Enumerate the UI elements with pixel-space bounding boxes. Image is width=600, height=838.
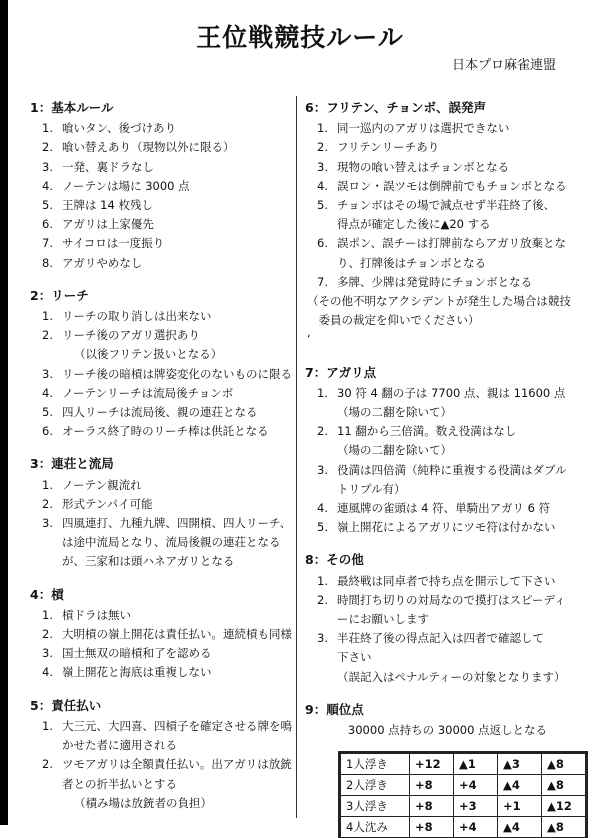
rule-text: 嶺上開花によるアガリにツモ符は付かない [337, 520, 556, 535]
rank-label-cell: 2人浮き [341, 775, 410, 796]
rule-text-line: 委員の裁定を仰いでください） [307, 313, 480, 328]
rank-value-cell: +1 [498, 796, 542, 817]
rule-item [30, 606, 292, 625]
rule-number: 4. [317, 178, 328, 193]
rule-text: リーチの取り消しは出来ない [62, 309, 212, 324]
rule-number: 6. [317, 236, 328, 251]
rule-text: ノーテンは場に 3000 点 [62, 178, 190, 193]
rule-text: 喰い替えあり（現物以外に限る） [62, 140, 235, 155]
rule-number: 7. [42, 236, 53, 251]
rule-text-line: トリプル有） [337, 481, 406, 496]
rule-number: 3. [317, 631, 328, 646]
rule-text-line: ーにお願いします [337, 612, 429, 627]
section-title: 5：責任払い [30, 697, 102, 713]
rule-number: 2. [42, 140, 53, 155]
rule-section [30, 585, 292, 683]
rule-item [30, 514, 292, 533]
rule-number: 1. [317, 573, 328, 588]
rule-text-line: （積み場は放銃者の負担） [74, 795, 212, 810]
rank-points-table [340, 753, 586, 838]
rule-text: 同一巡内のアガリは選択できない [337, 121, 510, 136]
rule-text-line: かせた者に適用される [62, 738, 177, 753]
rule-section [305, 98, 590, 350]
rank-label-cell: 3人浮き [341, 796, 410, 817]
rule-number: 1. [42, 477, 53, 492]
rule-text: 最終戦は同卓者で持ち点を開示して下さい [337, 573, 556, 588]
rule-text: 役満は四倍満（純粋に重複する役満はダブル [337, 462, 567, 477]
table-row [341, 775, 586, 796]
rule-item [30, 158, 292, 177]
right-sections [305, 98, 590, 740]
rule-number: 7. [317, 274, 328, 289]
rule-text: アガリやめなし [62, 255, 143, 270]
rule-number: 4. [42, 665, 53, 680]
rule-text-line: 30000 点持ちの 30000 点返しとなる [347, 723, 548, 738]
rule-item [30, 495, 292, 514]
rule-number: 3. [42, 646, 53, 661]
rule-item [30, 717, 292, 736]
rule-text: アガリは上家優先 [62, 217, 154, 232]
rule-item [305, 234, 590, 253]
rule-section [305, 700, 590, 740]
column-divider [296, 96, 297, 818]
rule-number: 3. [317, 159, 328, 174]
rule-text: 連風牌の雀頭は 4 符、単騎出アガリ 6 符 [337, 501, 551, 516]
rule-text: 多牌、少牌は発覚時にチョンボとなる [337, 274, 533, 289]
rule-number: 1. [42, 121, 53, 136]
rule-number: 1. [42, 718, 53, 733]
rule-item [305, 196, 590, 215]
section-title: 7：アガリ点 [305, 364, 377, 380]
rule-item [30, 365, 292, 384]
rule-text: 王牌は 14 枚残し [62, 198, 153, 213]
rule-text-line: （以後フリテン扱いとなる） [74, 347, 223, 362]
rule-text: 半荘終了後の得点記入は四者で確認して [337, 631, 544, 646]
left-column [30, 98, 292, 826]
table-row [341, 817, 586, 838]
rule-number: 3. [42, 366, 53, 381]
rule-number: 3. [317, 462, 328, 477]
rule-text: 11 翻から三倍満。数え役満はなし [337, 424, 517, 439]
rule-number: 5. [317, 198, 328, 213]
rank-value-cell: +12 [410, 754, 454, 775]
rule-item [30, 234, 292, 253]
rule-number: 2. [317, 140, 328, 155]
rule-item [30, 196, 292, 215]
rule-number: 6. [42, 424, 53, 439]
rule-text: 現物の喰い替えはチョンボとなる [337, 159, 510, 174]
rule-item [30, 755, 292, 774]
rule-text: オーラス終了時のリーチ棒は供託となる [62, 424, 269, 439]
rule-number: 5. [42, 405, 53, 420]
rule-item [305, 177, 590, 196]
rule-number: 4. [42, 385, 53, 400]
rule-text-line: は途中流局となり、流局後親の連荘となる [62, 535, 281, 550]
rule-section [30, 454, 292, 571]
organization-name: 日本プロ麻雀連盟 [451, 58, 556, 73]
rule-text-line: り、打牌後はチョンボとなる [337, 255, 487, 270]
rule-text-line: が、三家和は頭ハネアガリとなる [62, 554, 235, 569]
rule-item [30, 215, 292, 234]
section-title: 9：順位点 [305, 701, 364, 717]
section-title: 1：基本ルール [30, 100, 114, 115]
rule-text: 一発、裏ドラなし [62, 159, 154, 174]
rule-item [30, 663, 292, 682]
rule-text: チョンボはその場で減点せず半荘終了後、 [337, 198, 556, 213]
rule-text-line: 下さい [337, 650, 372, 665]
rule-number: 6. [42, 217, 53, 232]
rank-value-cell: ▲3 [498, 754, 542, 775]
rule-item [30, 476, 292, 495]
rule-number: 5. [317, 520, 328, 535]
rule-text: リーチ後のアガリ選択あり [62, 328, 200, 343]
rule-item [30, 625, 292, 644]
rule-number: 2. [42, 757, 53, 772]
rule-number: 2. [317, 424, 328, 439]
rule-item [305, 384, 590, 403]
rule-item [30, 422, 292, 441]
rule-text-line: 得点が確定した後に▲20 する [337, 217, 491, 232]
section-title: 6：フリテン、チョンボ、誤発声 [305, 100, 486, 115]
rule-text: 誤ロン・誤ツモは倒牌前でもチョンボとなる [337, 178, 567, 193]
section-title: 8：その他 [305, 552, 364, 568]
rule-text: 嶺上開花と海底は重複しない [62, 665, 212, 680]
rule-text-line: （場の二翻を除いて） [337, 443, 452, 458]
rank-value-cell: +8 [410, 796, 454, 817]
rank-label-cell: 4人沈み [341, 817, 410, 838]
section-title: 3：連荘と流局 [30, 456, 114, 472]
rank-value-cell: ▲1 [454, 754, 498, 775]
rule-text: 30 符 4 翻の子は 7700 点、親は 11600 点 [337, 385, 566, 400]
rule-number: 2. [42, 496, 53, 511]
rule-text: 喰いタン、後づけあり [62, 121, 177, 136]
rule-item [305, 572, 590, 591]
rule-number: 8. [42, 255, 53, 270]
rule-text: 形式テンパイ可能 [62, 496, 153, 511]
rule-item [305, 629, 590, 648]
rule-number: 1. [317, 121, 328, 136]
rule-text: 大三元、大四喜、四槓子を確定させる牌を鳴 [62, 718, 292, 733]
rank-value-cell: ▲8 [542, 817, 586, 838]
rule-number: 5. [42, 198, 53, 213]
rule-item [305, 422, 590, 441]
table-row [341, 796, 586, 817]
rule-text: ノーテン親流れ [62, 477, 142, 492]
rank-value-cell: +8 [410, 817, 454, 838]
rule-item [30, 254, 292, 273]
rule-text: 槓ドラは無い [62, 607, 131, 622]
rule-section [30, 696, 292, 813]
rule-text: フリテンリーチあり [337, 140, 440, 155]
rule-item [305, 158, 590, 177]
rule-item [305, 273, 590, 292]
rule-text: 四風連打、九種九牌、四開槓、四人リーチ、 [62, 516, 292, 531]
rule-item [305, 138, 590, 157]
rank-value-cell: +8 [410, 775, 454, 796]
rule-number: 4. [317, 501, 328, 516]
rule-number: 2. [42, 627, 53, 642]
rule-text: 誤ポン、誤チーは打牌前ならアガリ放棄とな [337, 236, 566, 251]
rule-section [30, 286, 292, 442]
rule-text: サイコロは一度振り [62, 236, 165, 251]
rank-value-cell: ▲4 [498, 775, 542, 796]
rule-item [30, 644, 292, 663]
rule-item [30, 307, 292, 326]
rank-value-cell: ▲8 [542, 754, 586, 775]
rank-value-cell: +4 [454, 817, 498, 838]
rule-item [305, 461, 590, 480]
rule-number: 1. [42, 309, 53, 324]
rule-text: 大明槓の嶺上開花は責任払い。連続槓も同様 [62, 627, 292, 642]
rule-item [30, 119, 292, 138]
rule-text-line: 者との折半払いとする [62, 776, 177, 791]
section-title: 2：リーチ [30, 287, 89, 303]
rule-number: 2. [42, 328, 53, 343]
rule-number: 2. [317, 592, 328, 607]
rule-text: 国士無双の暗槓和了を認める [62, 646, 212, 661]
rule-number: 1. [317, 385, 328, 400]
rule-text-line: （その他不明なアクシデントが発生した場合は競技 [307, 294, 571, 309]
rule-item [30, 403, 292, 422]
rule-section [305, 550, 590, 686]
rank-value-cell: ▲8 [542, 775, 586, 796]
rule-item [305, 499, 590, 518]
rank-label-cell: 1人浮き [341, 754, 410, 775]
rule-text-line: （場の二翻を除いて） [337, 405, 452, 420]
rule-item [305, 119, 590, 138]
right-column [305, 98, 590, 838]
rule-item [30, 177, 292, 196]
scan-edge [0, 0, 8, 825]
rule-text: ツモアガリは全額責任払い。出アガリは放銃 [62, 757, 292, 772]
rule-section [30, 98, 292, 273]
rule-text: リーチ後の暗槓は牌姿変化のないものに限る [62, 366, 292, 381]
rule-number: 3. [42, 159, 53, 174]
rule-number: 1. [42, 607, 53, 622]
rule-text: 四人リーチは流局後、親の連荘となる [62, 405, 258, 420]
rank-value-cell: +3 [454, 796, 498, 817]
rank-value-cell: +4 [454, 775, 498, 796]
rule-item [305, 591, 590, 610]
page-title: 王位戦競技ルール [196, 23, 404, 52]
section-title: 4：槓 [30, 586, 64, 602]
rule-text-line: （誤記入はペナルティーの対象となります） [337, 669, 566, 684]
rule-item [30, 326, 292, 345]
rule-section [305, 363, 590, 538]
rule-text: 時間打ち切りの対局なので摸打はスピーディ [337, 592, 566, 607]
rule-item [30, 138, 292, 157]
rank-value-cell: ▲4 [498, 817, 542, 838]
rule-item [305, 518, 590, 537]
table-row [341, 754, 586, 775]
rule-item [30, 384, 292, 403]
rule-text: ノーテンリーチは流局後チョンボ [62, 385, 234, 400]
rank-value-cell: ▲12 [542, 796, 586, 817]
rule-number: 4. [42, 178, 53, 193]
rule-number: 3. [42, 516, 53, 531]
rule-text-line: ‘ [307, 332, 311, 347]
